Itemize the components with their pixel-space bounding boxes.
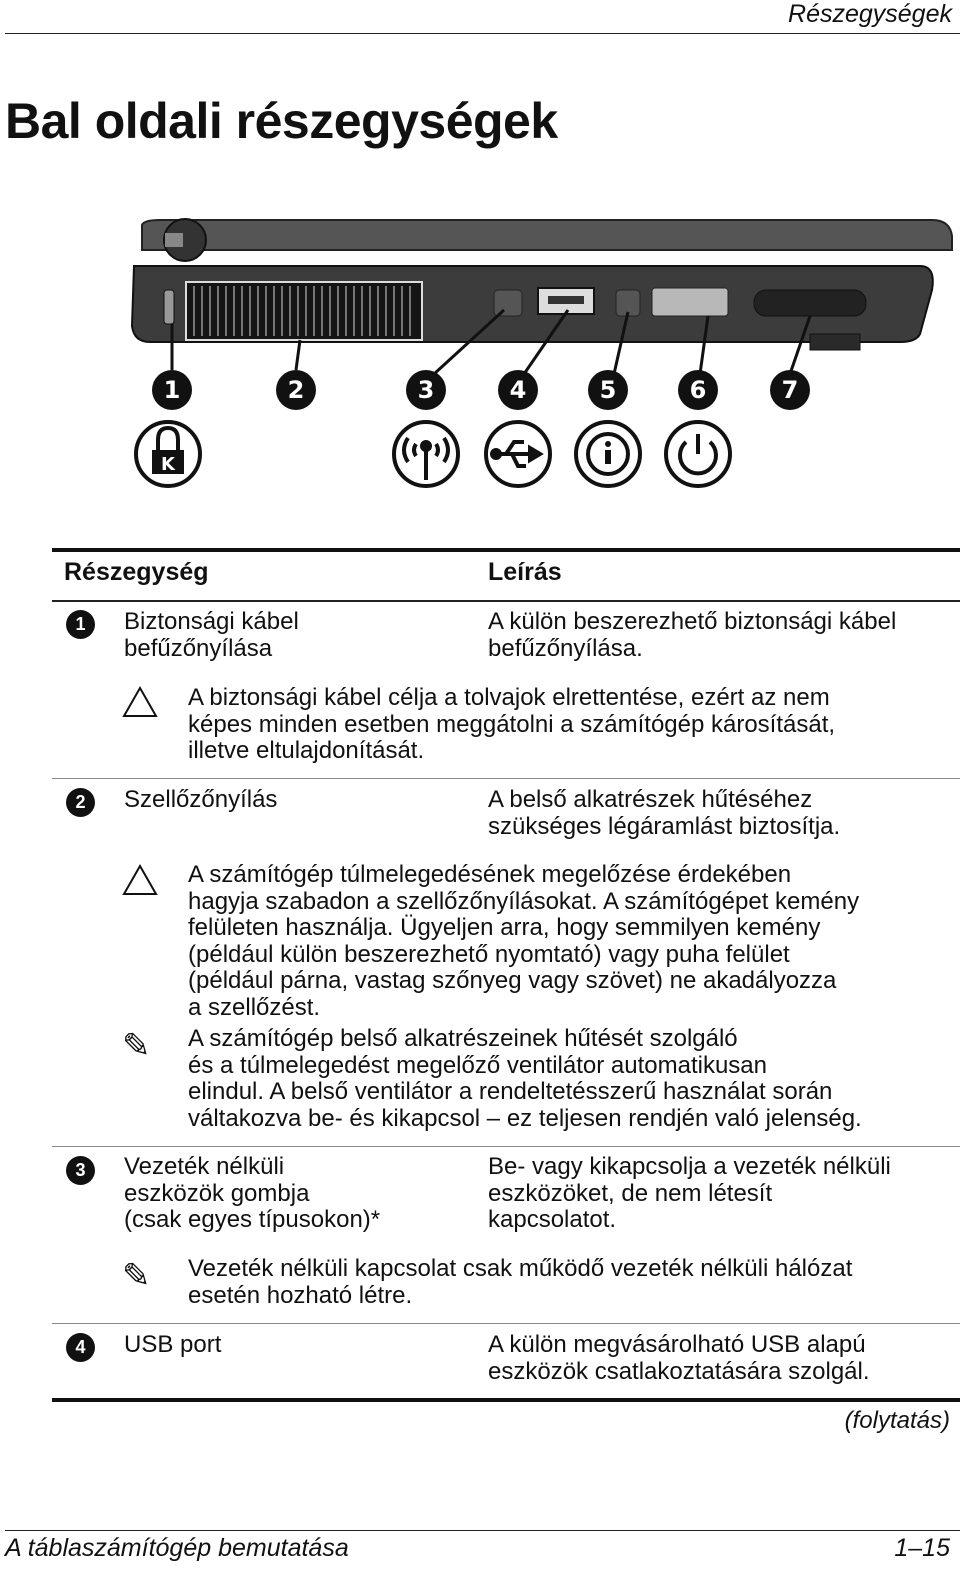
row-divider <box>52 1146 960 1147</box>
laptop-left-side-figure <box>120 210 960 500</box>
side-grille <box>754 290 866 316</box>
row-divider <box>52 1323 960 1324</box>
footer-chapter: A táblaszámítógép bemutatása <box>5 1534 349 1562</box>
info-note: Vezeték nélküli kapcsolat csak működő vezeték nélküli hálózat esetén hozható létre. <box>188 1255 853 1309</box>
row-number: 4 <box>66 1333 95 1362</box>
usb-icon <box>486 422 550 486</box>
note-pencil-icon: ✎ <box>122 1027 151 1065</box>
col-header-description: Leírás <box>488 558 562 586</box>
power-icon <box>666 422 730 486</box>
info-note: A számítógép belső alkatrészeinek hűtését szolgáló és a túlmelegedést megelőző ventilátor automatikusan elindul. A belső ventilátor a rendeltetésszerű használat során váltakozva be- és kikapcsol – ez teljesen rendjén való jelenség. <box>188 1025 862 1132</box>
header-rule <box>52 600 960 602</box>
component-description: Be- vagy kikapcsolja a vezeték nélküli eszközöket, de nem létesít kapcsolatot. <box>488 1153 891 1233</box>
component-name: Vezeték nélküli eszközök gombja (csak egyes típusokon)* <box>124 1153 381 1233</box>
component-name: Szellőzőnyílás <box>124 786 278 813</box>
svg-text:2: 2 <box>287 376 305 404</box>
svg-text:K: K <box>161 454 175 475</box>
component-name: USB port <box>124 1331 222 1358</box>
svg-text:5: 5 <box>599 376 617 404</box>
laptop-lid <box>142 220 952 250</box>
callout-numbers <box>152 370 810 410</box>
row-number: 2 <box>66 788 95 817</box>
header-rule <box>5 33 960 34</box>
row-number: 1 <box>66 610 95 639</box>
svg-text:6: 6 <box>689 376 707 404</box>
page-number: 1–15 <box>894 1534 950 1562</box>
caution-note: A számítógép túlmelegedésének megelőzése érdekében hagyja szabadon a szellőzőnyílásokat. A számítógépet kemény felületen használja. Ügyeljen arra, hogy semmilyen kemény (például külön beszerezhető nyomtató) vagy puha felület (például párna, vastag szőnyeg vagy szövet) ne akadályozza a szellőzést. <box>188 861 860 1021</box>
kensington-lock-icon <box>136 422 200 486</box>
wireless-button <box>494 290 522 316</box>
component-name: Biztonsági kábel befűzőnyílása <box>124 608 299 662</box>
caution-icon <box>122 864 158 896</box>
note-pencil-icon: ✎ <box>122 1257 151 1295</box>
wireless-icon <box>394 422 458 486</box>
component-description: A külön megvásárolható USB alapú eszközök csatlakoztatására szolgál. <box>488 1331 870 1385</box>
col-header-component: Részegység <box>64 558 209 586</box>
component-description: A külön beszerezhető biztonsági kábel befűzőnyílása. <box>488 608 897 662</box>
table-top-rule <box>52 548 960 552</box>
svg-text:7: 7 <box>781 376 799 404</box>
svg-text:1: 1 <box>163 376 181 404</box>
continued-label: (folytatás) <box>844 1407 950 1434</box>
caution-icon <box>122 686 158 718</box>
security-slot <box>164 290 174 324</box>
row-number: 3 <box>66 1156 95 1185</box>
page-title: Bal oldali részegységek <box>5 93 558 149</box>
power-button <box>652 288 728 316</box>
table-bottom-rule <box>52 1398 960 1402</box>
footer-rule <box>5 1530 960 1531</box>
svg-text:4: 4 <box>509 376 527 404</box>
caution-note: A biztonsági kábel célja a tolvajok elrettentése, ezért az nem képes minden esetben meggátolni a számítógép károsítását, illetve eltulajdonítását. <box>188 684 836 764</box>
info-icon <box>576 422 640 486</box>
component-description: A belső alkatrészek hűtéséhez szükséges légáramlást biztosítja. <box>488 786 841 840</box>
svg-text:3: 3 <box>417 376 435 404</box>
running-header: Részegységek <box>788 0 952 28</box>
row-divider <box>52 778 960 779</box>
